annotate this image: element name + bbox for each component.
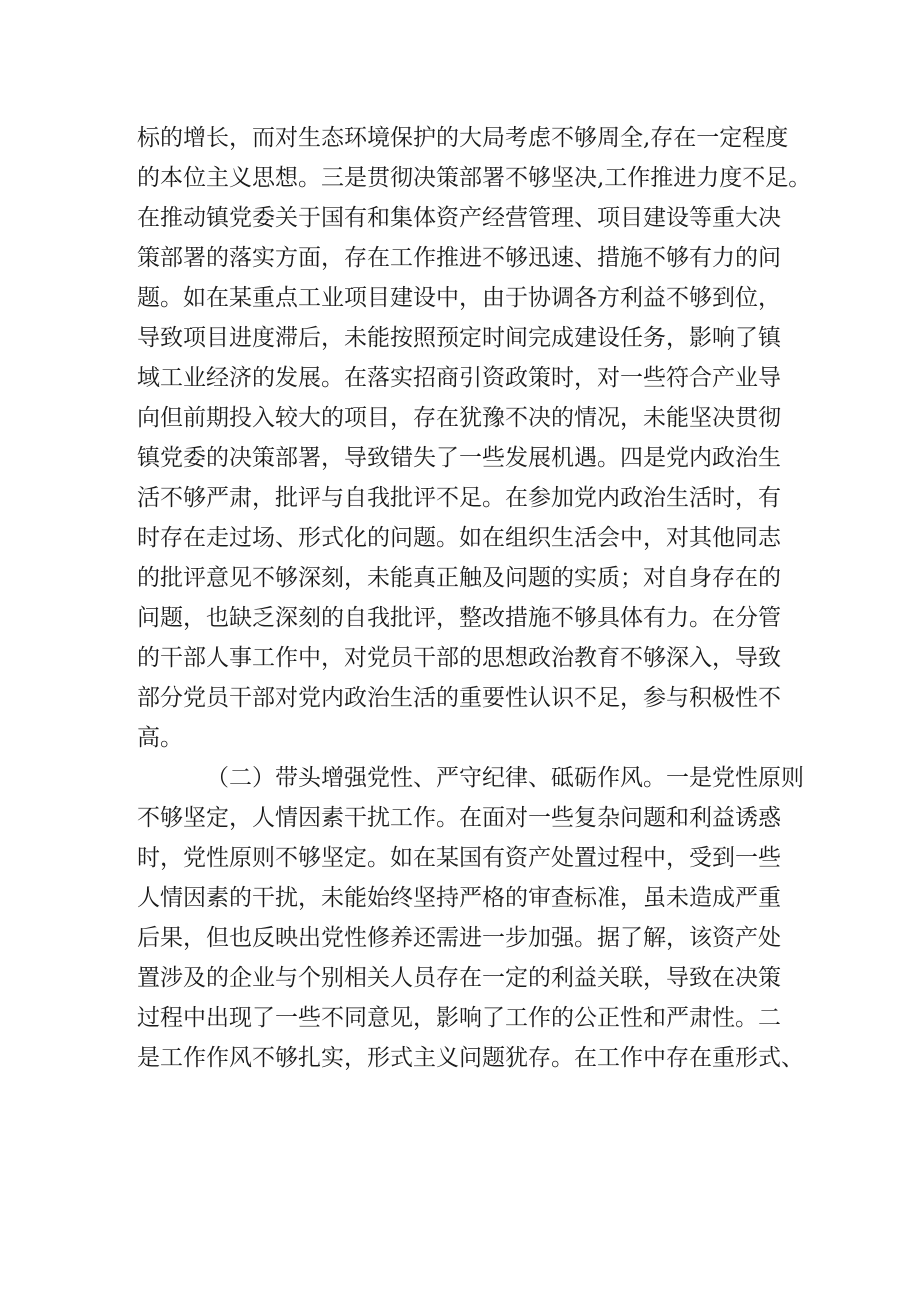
text-line: 时存在走过场、形式化的问题。如在组织生活会中，对其他同志: [137, 525, 781, 551]
text-line: 的干部人事工作中，对党员干部的思想政治教育不够深入，导致: [137, 645, 781, 671]
text-line: 在推动镇党委关于国有和集体资产经营管理、项目建设等重大决: [137, 205, 781, 231]
text-line: 的本位主义思想。三是贯彻决策部署不够坚决,工作推进力度不足。: [137, 165, 812, 191]
text-line: 的批评意见不够深刻，未能真正触及问题的实质；对自身存在的: [137, 565, 781, 591]
text-line: 是工作作风不够扎实，形式主义问题犹存。在工作中存在重形式、: [137, 1045, 804, 1071]
text-line: 活不够严肃，批评与自我批评不足。在参加党内政治生活时，有: [137, 485, 781, 511]
text-line: 人情因素的干扰，未能始终坚持严格的审查标准，虽未造成严重: [137, 885, 781, 911]
text-line: 域工业经济的发展。在落实招商引资政策时，对一些符合产业导: [137, 365, 781, 391]
section-heading-line: （二）带头增强党性、严守纪律、砥砺作风。一是党性原则: [206, 765, 804, 791]
text-line: 题。如在某重点工业项目建设中，由于协调各方利益不够到位，: [137, 285, 781, 311]
text-line: 后果，但也反映出党性修养还需进一步加强。据了解，该资产处: [137, 925, 781, 951]
text-line: 过程中出现了一些不同意见，影响了工作的公正性和严肃性。二: [137, 1005, 781, 1031]
text-line: 时，党性原则不够坚定。如在某国有资产处置过程中，受到一些: [137, 845, 781, 871]
text-line: 问题，也缺乏深刻的自我批评，整改措施不够具体有力。在分管: [137, 605, 781, 631]
text-line: 向但前期投入较大的项目，存在犹豫不决的情况，未能坚决贯彻: [137, 405, 781, 431]
text-line: 策部署的落实方面，存在工作推进不够迅速、措施不够有力的问: [137, 245, 781, 271]
text-line: 不够坚定，人情因素干扰工作。在面对一些复杂问题和利益诱惑: [137, 805, 781, 831]
text-line: 置涉及的企业与个别相关人员存在一定的利益关联，导致在决策: [137, 965, 781, 991]
text-line: 导致项目进度滞后，未能按照预定时间完成建设任务，影响了镇: [137, 325, 781, 351]
text-line: 部分党员干部对党内政治生活的重要性认识不足，参与积极性不: [137, 685, 781, 711]
document-body: [137, 118, 827, 1078]
text-line: 高。: [137, 725, 183, 751]
paragraph-1: [137, 118, 827, 758]
text-line: 标的增长，而对生态环境保护的大局考虑不够周全,存在一定程度: [137, 125, 789, 151]
paragraph-2: [137, 758, 827, 1078]
text-line: 镇党委的决策部署，导致错失了一些发展机遇。四是党内政治生: [137, 445, 781, 471]
